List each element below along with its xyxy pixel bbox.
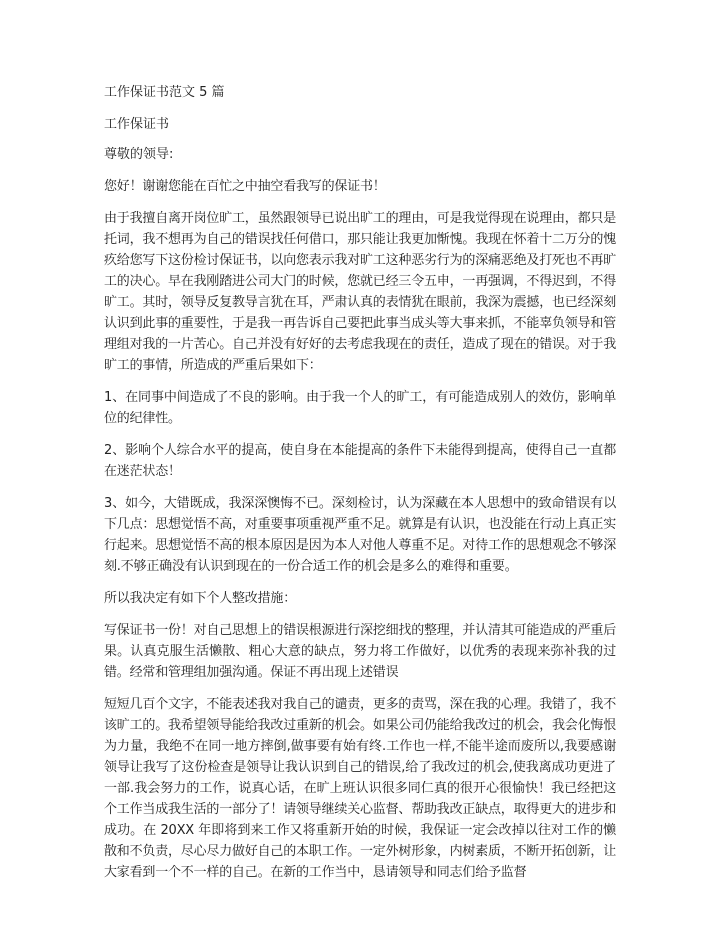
body-paragraph: 由于我擅自离开岗位旷工，虽然跟领导已说出旷工的理由，可是我觉得现在说理由，都只是托词，我不想再为自己的错误找任何借口，那只能让我更加惭愧。我现在怀着十二万分的愧疚给您写下这份检讨保证书，以向您表示我对旷工这种恶劣行为的深痛恶绝及打死也不再旷工的决心。早在我刚踏进公司大门的时候，您就已经三令五申，一再强调，不得迟到，不得旷工。其时，领导反复教导言犹在耳，严肃认真的表情犹在眼前，我深为震撼，也已经深刻认识到此事的重要性，于是我一再告诉自己要把此事当成头等大事来抓，不能辜负领导和管理组对我的一片苦心。自己并没有好好的去考虑我现在的责任，造成了现在的错误。对于我旷工的事情，所造成的严重后果如下：	[104, 211, 617, 373]
consequence-item-1: 1、在同事中间造成了不良的影响。由于我一个人的旷工，有可能造成别人的效仿，影响单位的纪律性。	[104, 390, 616, 426]
measures-intro: 所以我决定有如下个人整改措施：	[104, 591, 297, 606]
consequence-item-3: 3、如今，大错既成，我深深懊悔不已。深刻检讨，认为深藏在本人思想中的致命错误有以下几点：思想觉悟不高，对重要事项重视严重不足。就算是有认识，也没能在行动上真正实行起来。思想觉悟不高的根本原因是因为本人对他人尊重不足。对待工作的思想观念不够深刻.不够正确没有认识到现在的一份合适工作的机会是多么的难得和重要。	[104, 496, 617, 574]
document-title: 工作保证书范文 5 篇	[104, 85, 225, 100]
consequence-item-2: 2、影响个人综合水平的提高，使自身在本能提高的条件下未能得到提高，使得自己一直都在迷茫状态！	[104, 443, 616, 479]
salutation: 尊敬的领导:	[104, 147, 174, 162]
document-body	[104, 84, 616, 894]
measures-paragraph: 写保证书一份！对自己思想上的错误根源进行深挖细找的整理，并认清其可能造成的严重后果。认真克服生活懒散、粗心大意的缺点，努力将工作做好，以优秀的表现来弥补我的过错。经常和管理组加强沟通。保证不再出现上述错误	[104, 623, 617, 680]
closing-paragraph: 短短几百个文字，不能表述我对我自己的谴责，更多的责骂，深在我的心理。我错了，我不该旷工的。我希望领导能给我改过重新的机会。如果公司仍能给我改过的机会，我会化悔恨为力量，我绝不在同一地方摔倒,做事要有始有终.工作也一样,不能半途而废所以,我要感谢领导让我写了这份检查是领导让我认识到自己的错误,给了我改过的机会,使我离成功更进了一部.我会努力的工作，说真心话，在旷上班认识很多同仁真的很开心很愉快！我已经把这个工作当成我生活的一部分了！请领导继续关心监督、帮助我改正缺点，取得更大的进步和成功。在 20XX 年即将到来工作又将重新开始的时候，我保证一定会改掉以往对工作的懒散和不负责，尽心尽力做好自己的本职工作。一定外树形象，内树素质，不断开拓创新，让大家看到一个不一样的自己。在新的工作当中，恳请领导和同志们给予监督	[104, 697, 617, 880]
greeting-paragraph: 您好！谢谢您能在百忙之中抽空看我写的保证书！	[104, 179, 386, 194]
document-subtitle: 工作保证书	[104, 117, 170, 132]
